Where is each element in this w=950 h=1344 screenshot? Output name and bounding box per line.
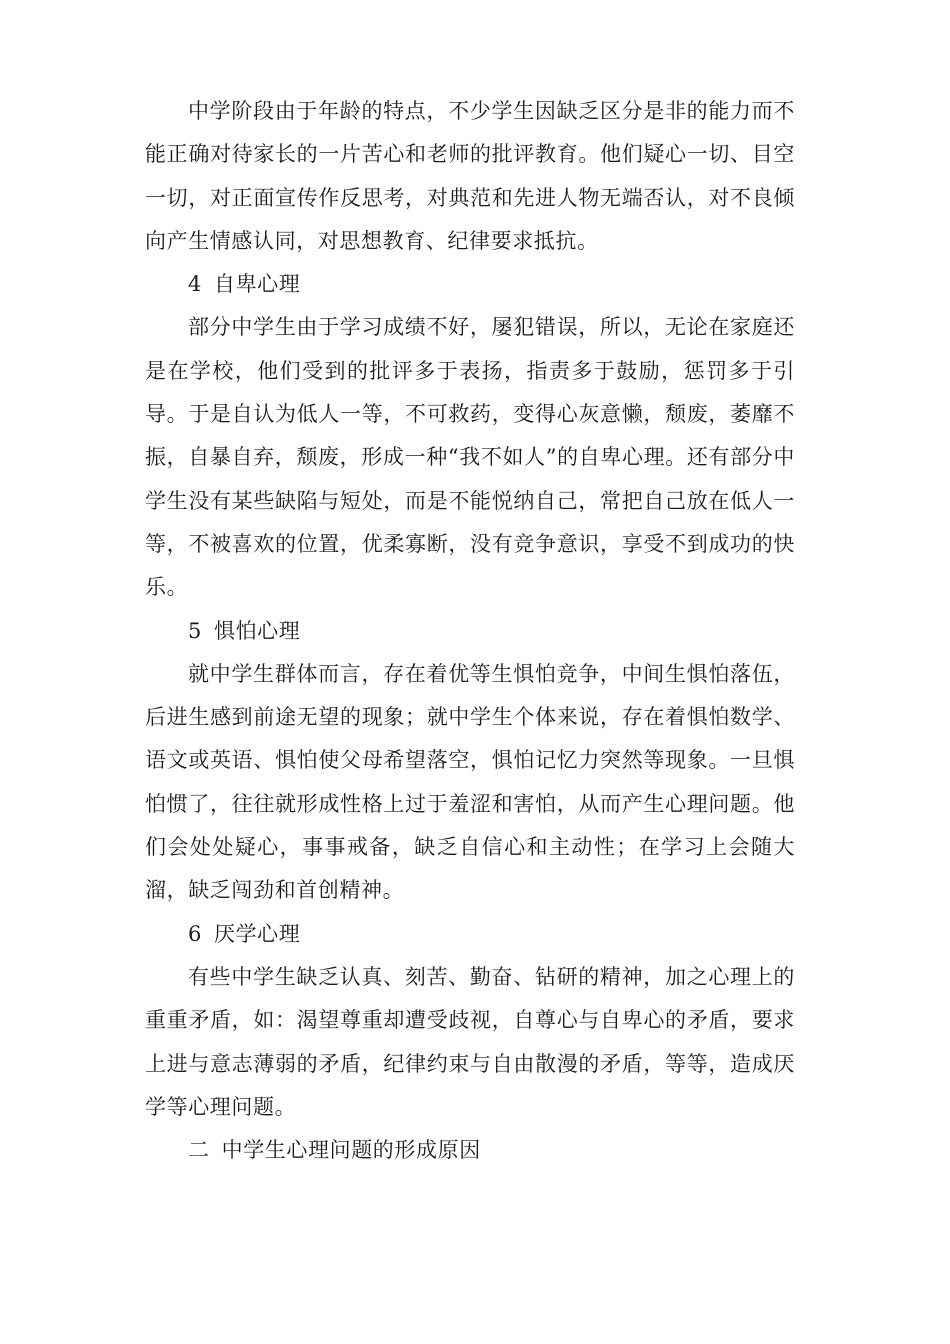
heading-text: 惧怕心理	[213, 618, 301, 643]
document-body	[145, 90, 795, 1172]
heading-causes	[145, 1129, 795, 1172]
heading-number: 6	[188, 921, 202, 946]
paragraph-fear: 就中学生群体而言，存在着优等生惧怕竞争，中间生惧怕落伍，后进生感到前途无望的现象；就中学生个体来说，存在着惧怕数学、语文或英语、惧怕使父母希望落空，惧怕记忆力突然等现象。一旦惧怕惯了，往往就形成性格上过于羞涩和害怕，从而产生心理问题。他们会处处疑心，事事戒备，缺乏自信心和主动性；在学习上会随大溜，缺乏闯劲和首创精神。	[145, 661, 795, 903]
heading-school-aversion	[145, 913, 795, 956]
heading-inferiority	[145, 263, 795, 306]
paragraph-school-aversion: 有些中学生缺乏认真、刻苦、勤奋、钻研的精神，加之心理上的重重矛盾，如：渴望尊重却遭受歧视，自尊心与自卑心的矛盾，要求上进与意志薄弱的矛盾，纪律约束与自由散漫的矛盾，等等，造成厌学等心理问题。	[145, 964, 795, 1119]
heading-number: 4	[188, 272, 202, 297]
heading-fear	[145, 610, 795, 653]
heading-number: 5	[188, 618, 202, 643]
paragraph-inferiority: 部分中学生由于学习成绩不好，屡犯错误，所以，无论在家庭还是在学校，他们受到的批评多于表扬，指责多于鼓励，惩罚多于引导。于是自认为低人一等，不可救药，变得心灰意懒，颓废，萎靡不振，自暴自弃，颓废，形成一种“我不如人”的自卑心理。还有部分中学生没有某些缺陷与短处，而是不能悦纳自己，常把自己放在低人一等，不被喜欢的位置，优柔寡断，没有竞争意识，享受不到成功的快乐。	[145, 315, 795, 600]
paragraph-rebellion: 中学阶段由于年龄的特点，不少学生因缺乏区分是非的能力而不能正确对待家长的一片苦心和老师的批评教育。他们疑心一切、目空一切，对正面宣传作反思考，对典范和先进人物无端否认，对不良倾向产生情感认同，对思想教育、纪律要求抵抗。	[145, 99, 795, 253]
heading-text: 中学生心理问题的形成原因	[221, 1138, 481, 1163]
heading-number: 二	[188, 1138, 210, 1163]
heading-text: 自卑心理	[213, 272, 301, 297]
heading-text: 厌学心理	[213, 921, 301, 946]
